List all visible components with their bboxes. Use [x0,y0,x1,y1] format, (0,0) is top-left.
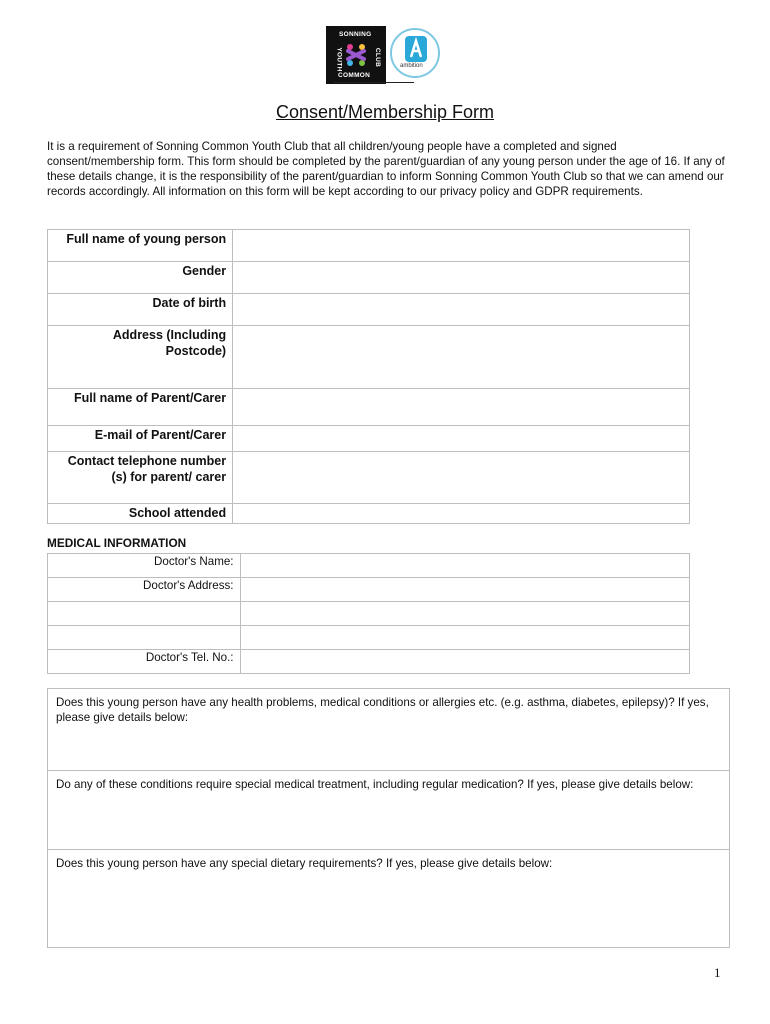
address-field[interactable] [233,326,690,389]
table-row [48,426,690,452]
field-label: Doctor's Tel. No.: [48,650,241,674]
ambition-logo-text: ambition [400,63,423,69]
table-row [48,504,690,524]
club-logos [326,26,446,84]
field-label: Doctor's Address: [48,578,241,602]
table-row [48,650,690,674]
doctor-address-line-3-field[interactable] [240,626,689,650]
medical-information-heading: MEDICAL INFORMATION [47,536,187,550]
field-label: Full name of young person [48,230,233,262]
field-label: School attended [48,504,233,524]
doctor-address-field[interactable] [240,578,689,602]
field-label [48,602,241,626]
table-row [48,389,690,426]
logo-text-youth: YOUTH [335,47,343,72]
table-row [48,262,690,294]
logo-underline [334,82,414,83]
question-text: Does this young person have any special dietary requirements? If yes, please give details below: [56,857,553,870]
medical-questions-table [47,688,730,948]
field-label: Contact telephone number (s) for parent/ carer [48,452,233,504]
school-attended-field[interactable] [233,504,690,524]
field-label: Address (Including Postcode) [48,326,233,389]
gender-field[interactable] [233,262,690,294]
table-row [48,452,690,504]
table-row [48,554,690,578]
table-row [48,850,730,948]
field-label: Full name of Parent/Carer [48,389,233,426]
field-label: E-mail of Parent/Carer [48,426,233,452]
medical-information-table [47,553,690,674]
logo-text-common: COMMON [338,72,371,79]
special-treatment-question[interactable] [48,771,730,850]
date-of-birth-field[interactable] [233,294,690,326]
doctor-name-field[interactable] [240,554,689,578]
parent-name-field[interactable] [233,389,690,426]
question-text: Do any of these conditions require special medical treatment, including regular medication? If yes, please give details below: [56,778,694,791]
table-row [48,602,690,626]
logo-figures-icon [344,42,368,68]
field-label: Date of birth [48,294,233,326]
field-label: Gender [48,262,233,294]
field-label: Doctor's Name: [48,554,241,578]
personal-details-table [47,229,690,524]
table-row [48,326,690,389]
health-problems-question[interactable] [48,689,730,771]
form-title: Consent/Membership Form [275,102,495,122]
dietary-requirements-question[interactable] [48,850,730,948]
question-text: Does this young person have any health problems, medical conditions or allergies etc. (e.g. asthma, diabetes, epilepsy)? If yes, please give details below: [56,696,709,724]
intro-paragraph: It is a requirement of Sonning Common Youth Club that all children/young people have a completed and signed consent/membership form. This form should be completed by the parent/guardian of any young person under the age of 16. If any of these details change, it is the responsibility of the parent/guardian to inform Sonning Common Youth Club so that we can amend our records accordingly. All information on this form will be kept according to our privacy policy and GDPR requirements. [47,140,725,198]
field-label [48,626,241,650]
page-number: 1 [714,965,721,980]
table-row [48,230,690,262]
table-row [48,689,730,771]
ambition-partner-logo [390,28,440,78]
ambition-a-icon [405,36,427,62]
parent-telephone-field[interactable] [233,452,690,504]
young-person-name-field[interactable] [233,230,690,262]
doctor-address-line-2-field[interactable] [240,602,689,626]
table-row [48,294,690,326]
doctor-telephone-field[interactable] [240,650,689,674]
table-row [48,771,730,850]
table-row [48,626,690,650]
parent-email-field[interactable] [233,426,690,452]
sonning-common-youth-club-logo [326,26,386,84]
table-row [48,578,690,602]
logo-text-club: CLUB [374,47,382,68]
logo-text-sonning: SONNING [339,31,372,38]
